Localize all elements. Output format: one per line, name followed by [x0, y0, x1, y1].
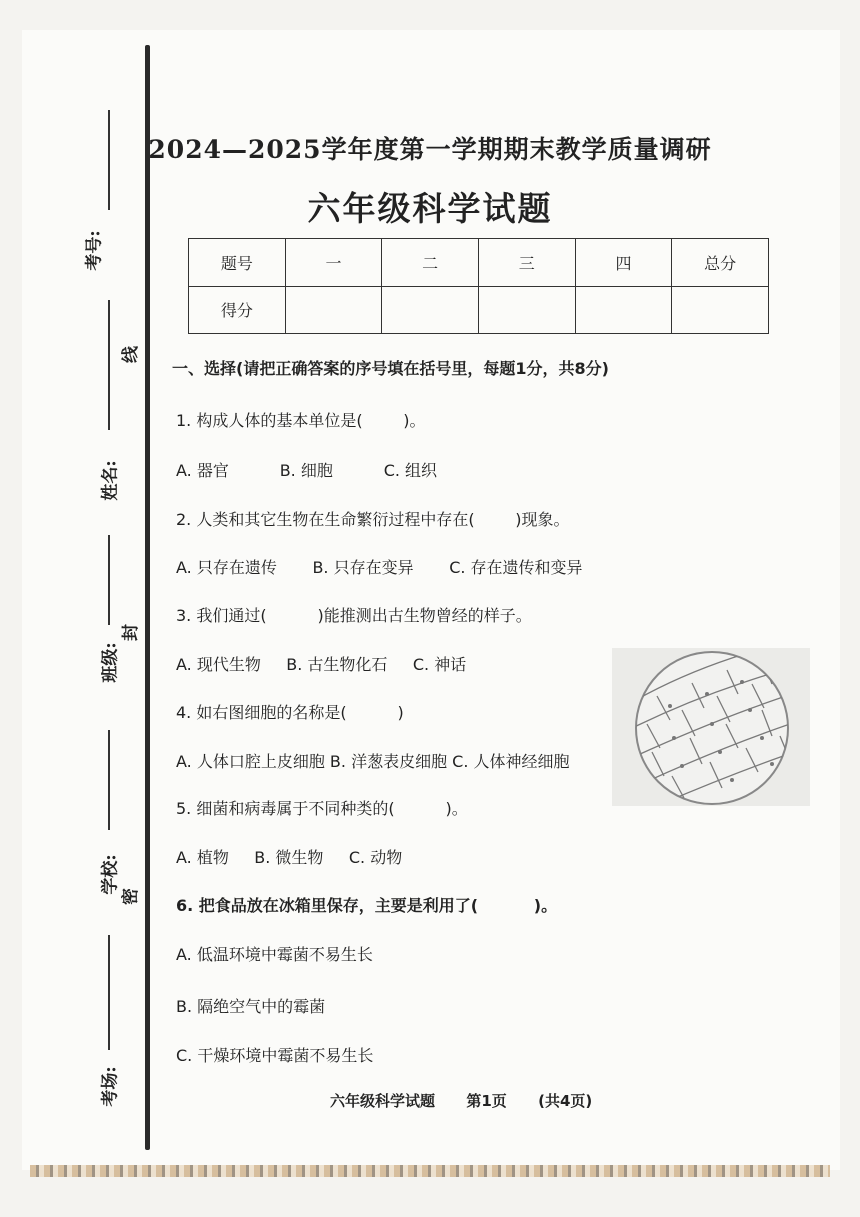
score-row-label: 得分 — [189, 286, 286, 334]
question-options: A. 现代生物 B. 古生物化石 C. 神话 — [176, 655, 467, 674]
score-value-row — [189, 286, 769, 334]
question-options: A. 植物 B. 微生物 C. 动物 — [176, 848, 403, 867]
question-stem: 1. 构成人体的基本单位是( )。 — [176, 411, 426, 430]
seal-line-char: 线 — [121, 346, 141, 363]
score-cell[interactable] — [382, 286, 479, 334]
microscope-cell-image — [612, 648, 810, 806]
subject-title: 六年级科学试题 — [307, 189, 553, 228]
school-line — [108, 730, 110, 830]
score-cell[interactable] — [575, 286, 672, 334]
question-stem: 4. 如右图细胞的名称是( ) — [176, 703, 404, 722]
seal-secret-char: 密 — [121, 888, 141, 905]
seal-seal-char: 封 — [121, 624, 141, 641]
question-options: A. 只存在遗传 B. 只存在变异 C. 存在遗传和变异 — [176, 558, 583, 577]
section-heading: 一、选择(请把正确答案的序号填在括号里，每题1分，共8分) — [172, 359, 609, 378]
room-line — [108, 935, 110, 1050]
question-stem: 6. 把食品放在冰箱里保存，主要是利用了( )。 — [176, 896, 558, 915]
score-table — [188, 238, 769, 334]
question-options: A. 人体口腔上皮细胞 B. 洋葱表皮细胞 C. 人体神经细胞 — [176, 752, 570, 771]
score-header-cell: 题号 — [189, 239, 286, 287]
exam-no-label: 考号: — [84, 230, 105, 271]
school-label: 学校: — [100, 854, 121, 895]
name-label: 姓名: — [100, 460, 121, 501]
score-header-cell: 一 — [285, 239, 382, 287]
score-cell[interactable] — [478, 286, 575, 334]
score-header-cell: 二 — [382, 239, 479, 287]
class-line — [108, 535, 110, 625]
page-bottom-edge — [30, 1165, 830, 1177]
score-header-row — [189, 239, 769, 287]
question-stem: 2. 人类和其它生物在生命繁衍过程中存在( )现象。 — [176, 510, 570, 529]
exam-title: 2024—2025学年度第一学期期末教学质量调研 — [148, 135, 712, 164]
question-option: C. 干燥环境中霉菌不易生长 — [176, 1046, 374, 1065]
score-cell[interactable] — [285, 286, 382, 334]
cell-figure — [612, 648, 810, 806]
question-option: A. 低温环境中霉菌不易生长 — [176, 945, 373, 964]
class-label: 班级: — [100, 642, 121, 683]
score-cell[interactable] — [672, 286, 769, 334]
score-header-cell: 三 — [478, 239, 575, 287]
question-option: B. 隔绝空气中的霉菌 — [176, 997, 326, 1016]
question-options: A. 器官 B. 细胞 C. 组织 — [176, 461, 438, 480]
score-header-cell: 四 — [575, 239, 672, 287]
score-header-cell: 总分 — [672, 239, 769, 287]
question-stem: 5. 细菌和病毒属于不同种类的( )。 — [176, 799, 468, 818]
page-footer: 六年级科学试题 第1页 (共4页) — [330, 1092, 593, 1110]
name-line — [108, 300, 110, 430]
room-label: 考场: — [100, 1066, 121, 1107]
question-stem: 3. 我们通过( )能推测出古生物曾经的样子。 — [176, 606, 532, 625]
